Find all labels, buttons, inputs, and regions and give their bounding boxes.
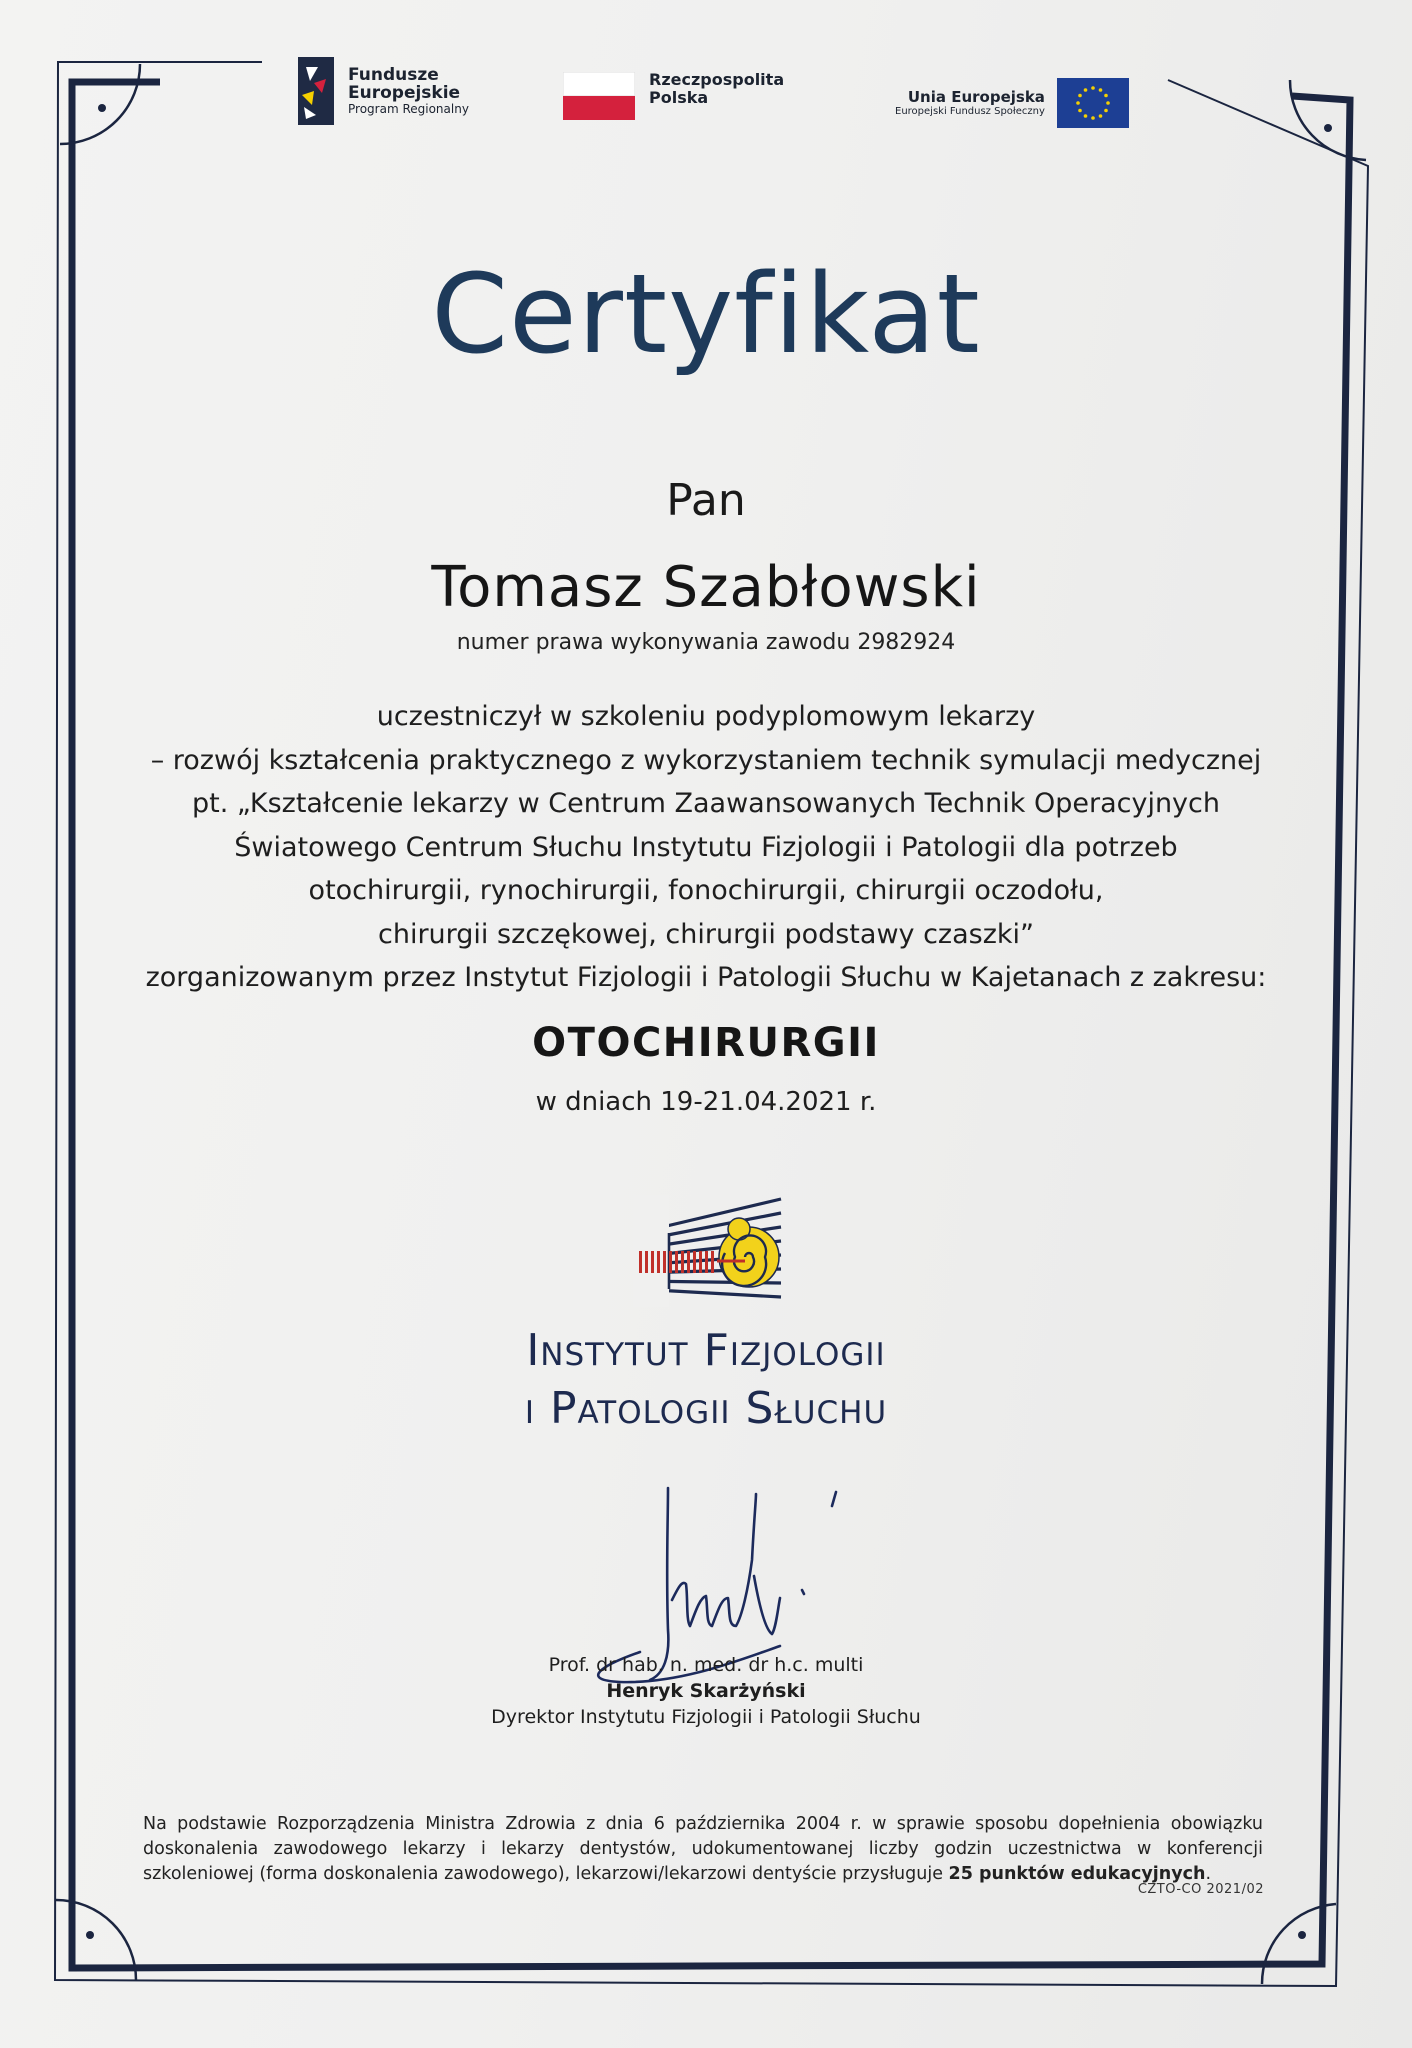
specialty: OTOCHIRURGII: [532, 1020, 880, 1066]
body-line: zorganizowanym przez Instytut Fizjologii i Patologii Słuchu w Kajetanach z zakresu:: [145, 962, 1267, 993]
eu-flag-icon: [1057, 78, 1129, 128]
logo-rzeczpospolita-polska: [563, 72, 784, 120]
logo-fe-line1: Fundusze: [348, 64, 439, 85]
legal-footnote: [143, 1812, 1263, 1887]
body-line: pt. „Kształcenie lekarzy w Centrum Zaawansowanych Technik Operacyjnych: [191, 788, 1220, 819]
document-code: CZTO-CO 2021/02: [1137, 1882, 1264, 1897]
footnote-text: Na podstawie Rozporządzenia Ministra Zdrowia z dnia 6 października 2004 r. w sprawie sposobu dopełnienia obowiązku doskonalenia zawodowego lekarzy i lekarzy dentystów, udokumentowanej liczby godzin uczestnictwa w konferencji szkoleniowej (forma doskonalenia zawodowego), lekarzowi/lekarzowi dentyście przysługuje: [143, 1814, 1263, 1884]
signatory-block: [100, 1652, 1312, 1730]
institute-name: [100, 1322, 1312, 1438]
logo-fundusze-europejskie: [296, 55, 469, 127]
signatory-title: Prof. dr hab. n. med. dr h.c. multi: [548, 1654, 864, 1676]
recipient-name: Tomasz Szabłowski: [431, 555, 981, 620]
polish-flag-icon: [563, 72, 635, 120]
footnote-end: .: [1205, 1864, 1212, 1884]
signatory-role: Dyrektor Instytutu Fizjologii i Patologii Słuchu: [491, 1706, 921, 1728]
salutation: Pan: [666, 475, 746, 526]
certificate-body: [100, 695, 1312, 1000]
eu-funds-star-icon: [296, 55, 336, 127]
logo-fe-line2: Europejskie: [348, 83, 461, 104]
body-line: chirurgii szczękowej, chirurgii podstawy czaszki”: [377, 918, 1035, 950]
body-line: – rozwój kształcenia praktycznego z wykorzystaniem technik symulacji medycznej: [150, 744, 1262, 776]
logo-fe-line3: Program Regionalny: [348, 102, 469, 117]
cochlea-logo-icon: [633, 1195, 785, 1307]
institute-line1: Instytut Fizjologii: [526, 1325, 886, 1376]
logo-unia-europejska: [895, 78, 1129, 128]
license-number: numer prawa wykonywania zawodu 2982924: [456, 630, 956, 655]
logo-ue-line2: Europejski Fundusz Społeczny: [895, 105, 1045, 117]
logo-rp-line2: Polska: [649, 88, 709, 107]
institute-line2: i Patologii Słuchu: [524, 1383, 888, 1434]
body-line: otochirurgii, rynochirurgii, fonochirurgii, chirurgii oczodołu,: [308, 875, 1104, 906]
logo-rp-line1: Rzeczpospolita: [649, 70, 785, 90]
education-points: 25 punktów edukacyjnych: [948, 1864, 1206, 1884]
logo-ue-line1: Unia Europejska: [907, 88, 1045, 107]
body-line: Światowego Centrum Słuchu Instytutu Fizjologii i Patologii dla potrzeb: [234, 831, 1178, 863]
training-dates: w dniach 19-21.04.2021 r.: [535, 1087, 877, 1117]
certificate-title: Certyfikat: [431, 250, 981, 378]
body-line: uczestniczył w szkoleniu podyplomowym lekarzy: [376, 701, 1036, 732]
signatory-name: Henryk Skarżyński: [606, 1680, 806, 1702]
